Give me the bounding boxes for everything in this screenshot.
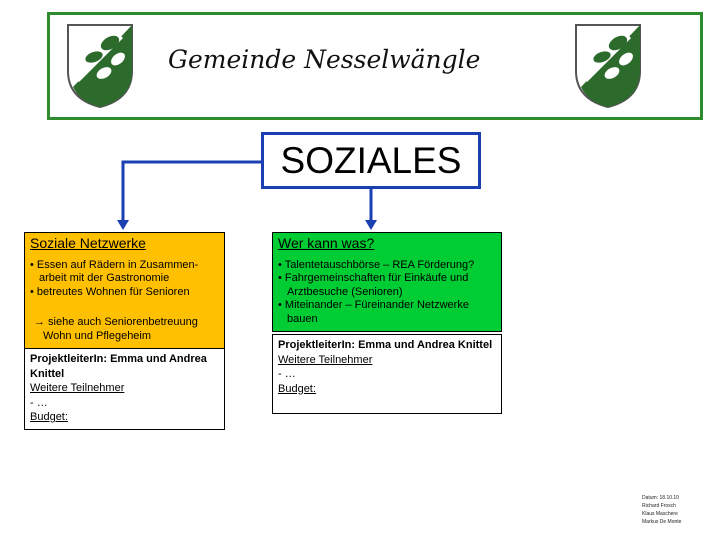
list-item: • Essen auf Rädern in Zusammen-arbeit mit der Gastronomie [30,258,199,284]
footer-credits [642,494,681,526]
footer-line: Datum: 18.10.10 [642,495,679,501]
footer-line: Markus De Monte [642,519,682,525]
project-leader: ProjektleiterIn: Emma und Andrea Knittel [30,353,207,380]
participants-list: - … [278,368,296,380]
list-item: • Talentetauschbörse – REA Förderung? [278,258,475,271]
who-can-what-box [272,232,502,332]
box-heading: Wer kann was? [278,235,375,251]
bullet-list [30,259,219,300]
list-item: • betreutes Wohnen für Senioren [30,285,190,298]
project-info-box [24,348,225,430]
center-label: SOZIALES [261,132,481,189]
list-item: • Fahrgemeinschaften für Einkäufe und Arztbesuche (Senioren) [278,272,469,298]
project-leader: ProjektleiterIn: Emma und Andrea Knittel [278,339,493,351]
participants-label: Weitere Teilnehmer [30,382,125,394]
project-info-box [272,334,502,414]
budget-label: Budget: [278,382,316,395]
bullet-list [278,259,496,327]
box-heading: Soziale Netzwerke [30,235,146,251]
budget-label: Budget: [30,411,68,423]
footer-line: Richard Frosch [642,503,676,509]
participants-list: - … [30,396,48,409]
footer-line: Klaus Maschere [642,511,678,517]
note-text: → siehe auch Seniorenbetreuung Wohn und Pflegeheim [34,316,198,342]
list-item: • Miteinander – Füreinander Netzwerke bauen [278,299,469,325]
participants-label: Weitere Teilnehmer [278,353,373,366]
social-networks-box [24,232,225,349]
page-title: Gemeinde Nesselwängle [168,45,481,74]
